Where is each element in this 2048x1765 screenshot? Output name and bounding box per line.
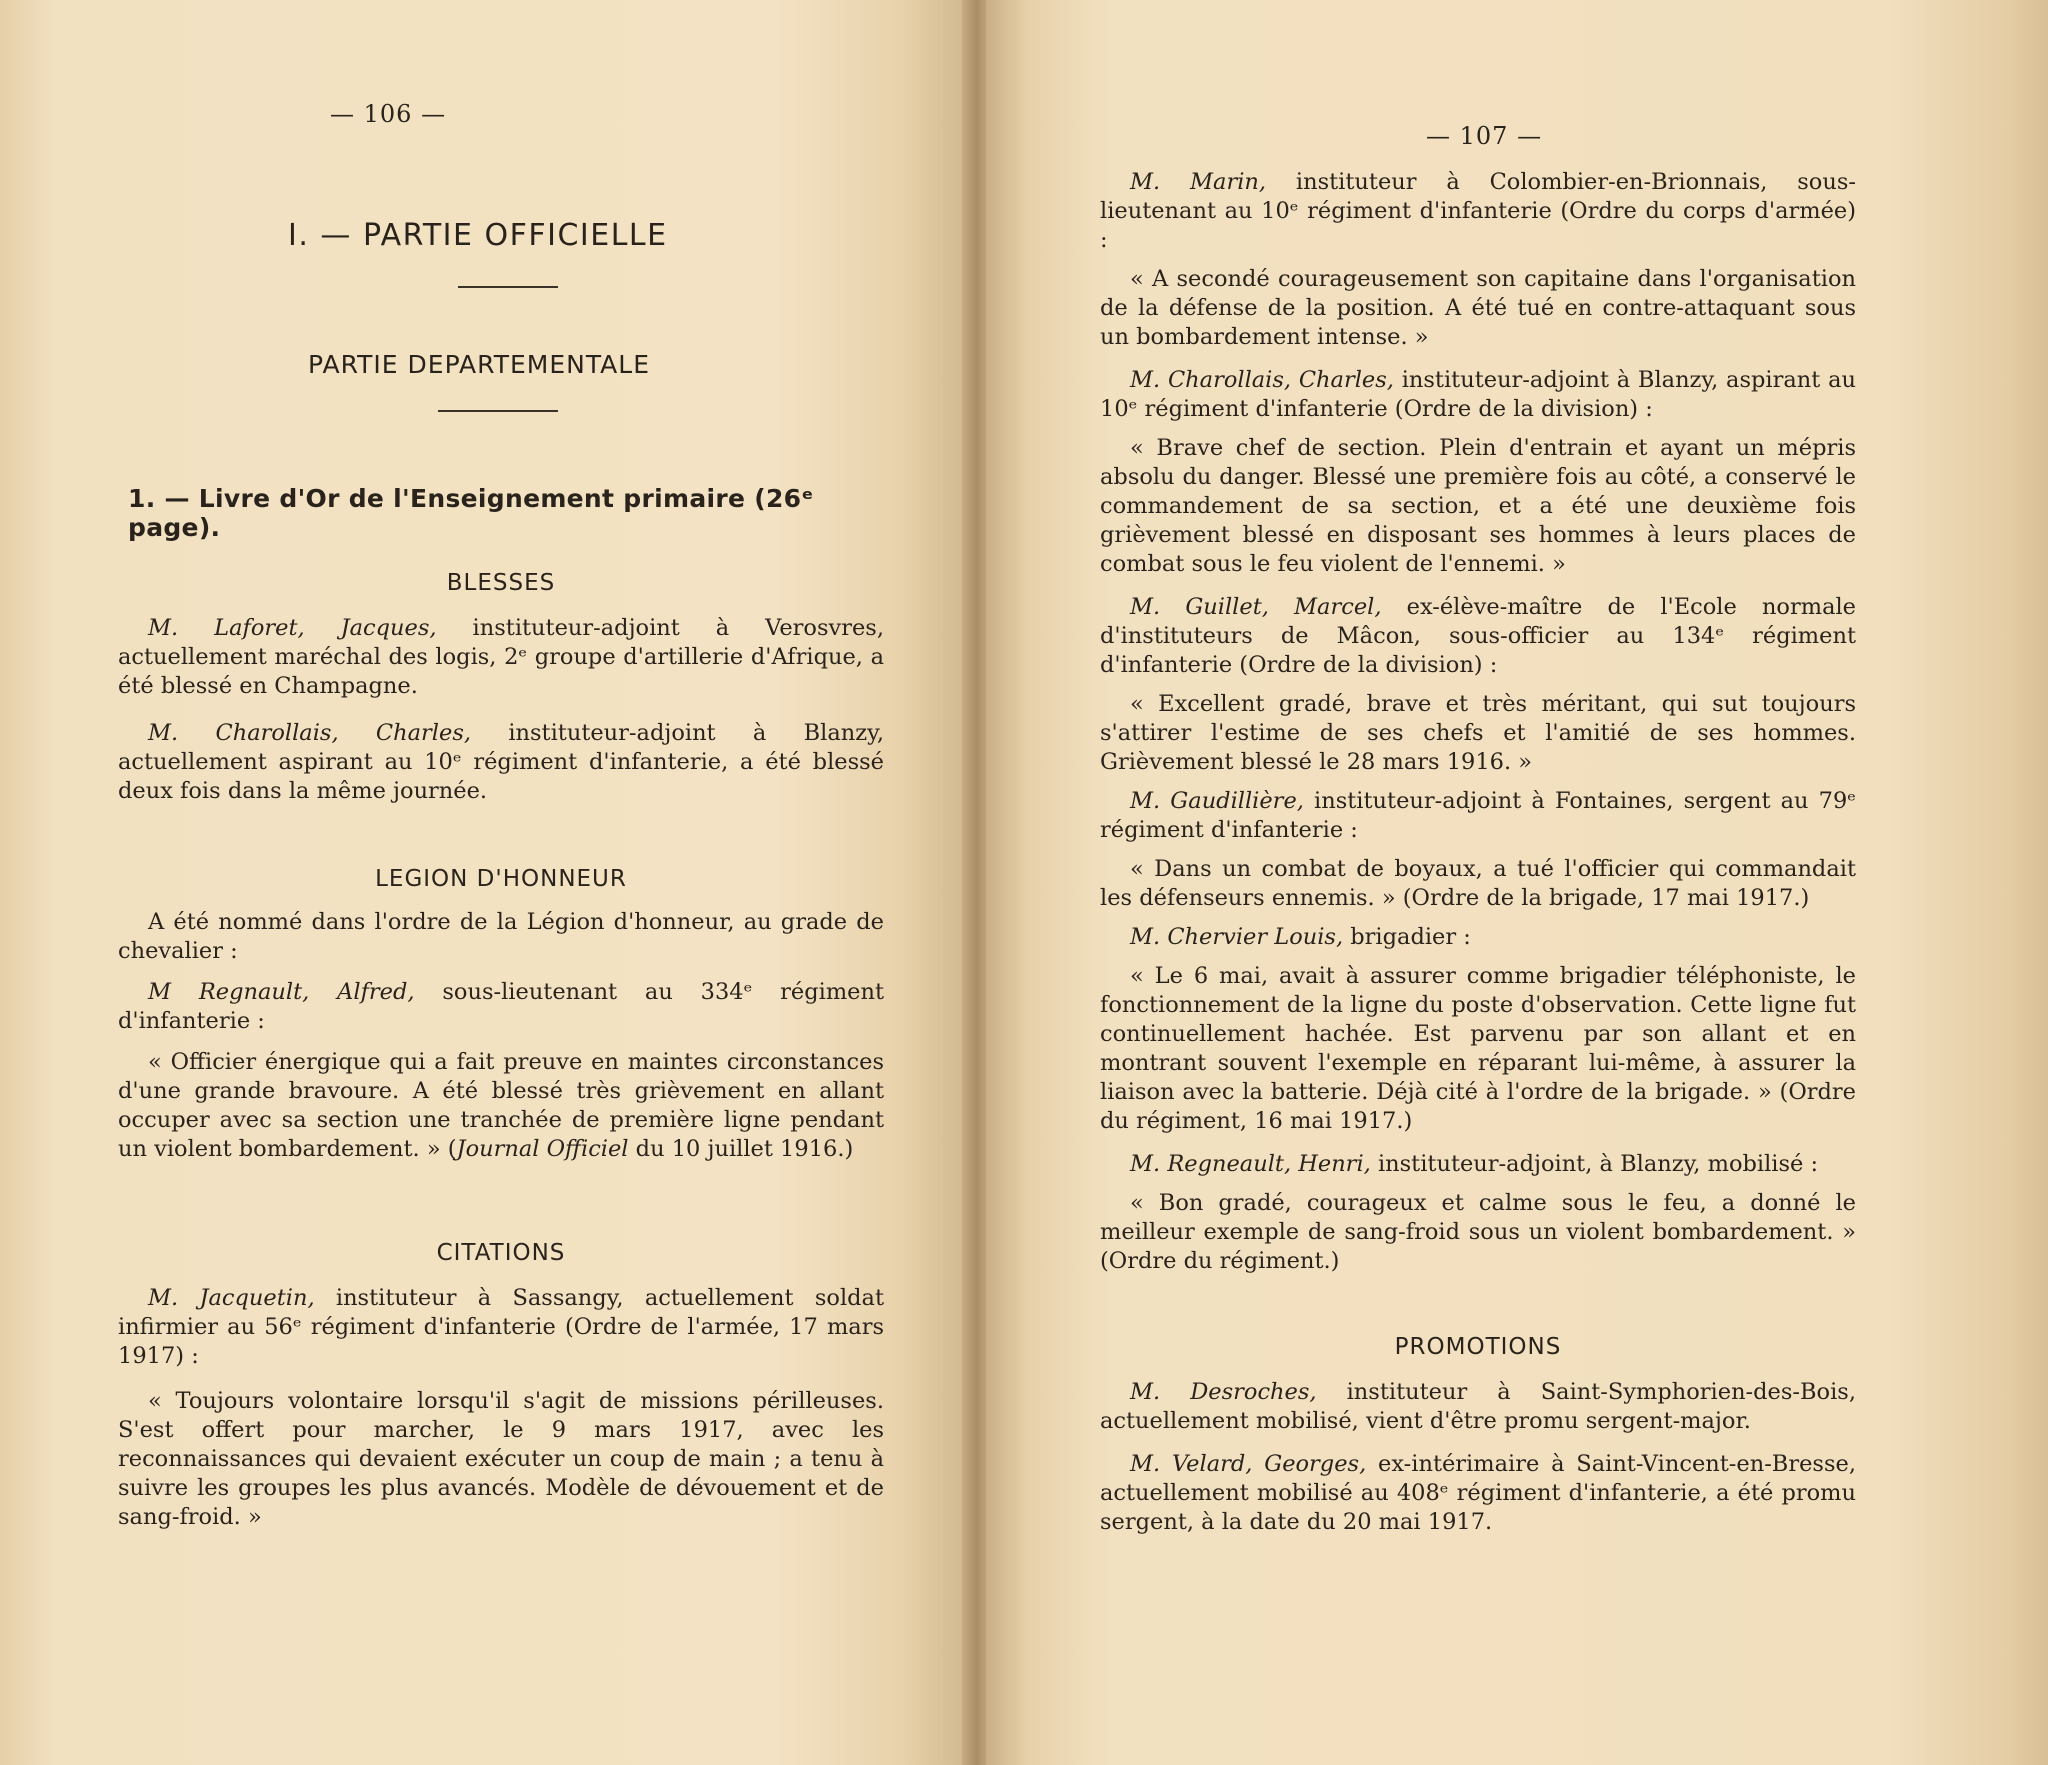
citation-quote: « Dans un combat de boyaux, a tué l'officier qui commandait les défenseurs ennemis. » (Ordre de la brigade, 17 mai 1917.) [1100, 856, 1856, 911]
citation-entries [1100, 168, 1856, 1276]
list-item [118, 1284, 884, 1371]
legion-section [118, 908, 884, 1164]
person-name: M. Velard, Georges, [1130, 1451, 1367, 1477]
heading-citations: CITATIONS [436, 1240, 566, 1266]
entry-text: instituteur à Saint-Symphorien-des-Bois, actuellement mobilisé, vient d'être promu sergent-major. [1100, 1379, 1856, 1434]
entry-text: instituteur-adjoint, à Blanzy, mobilisé : [1370, 1151, 1819, 1177]
person-name: M. Laforet, Jacques, [148, 615, 437, 641]
list-item [1100, 593, 1856, 680]
entry-text: instituteur-adjoint à Verosvres, actuellement maréchal des logis, 2ᵉ groupe d'artillerie d'Afrique, a été blessé en Champagne. [118, 615, 885, 699]
entry-text: sous-lieutenant au 334ᵉ régiment d'infanterie : [118, 979, 884, 1034]
page-number-right: — 107 — [1426, 122, 1543, 150]
citation-quote: « Le 6 mai, avait à assurer comme brigadier téléphoniste, le fonctionnement de la ligne du poste d'observation. Cette ligne fut continuellement hachée. Est parvenu par son allant et en montrant souvent l'exemple en réparant lui-même, à assurer la liaison avec la batterie. Déjà cité à l'ordre de la brigade. » (Ordre du régiment, 16 mai 1917.) [1100, 963, 1856, 1134]
entry-text: ex-intérimaire à Saint-Vincent-en-Bresse, actuellement mobilisé au 408ᵉ régiment d'infanterie, a été promu sergent, à la date du 20 mai 1917. [1100, 1451, 1856, 1535]
list-item [1100, 923, 1856, 952]
entry-text: instituteur-adjoint à Blanzy, actuellement aspirant au 10ᵉ régiment d'infanterie, a été blessé deux fois dans la même journée. [118, 720, 884, 804]
person-name: M. Charollais, Charles, [148, 720, 472, 746]
right-page [986, 0, 2048, 1765]
list-item [1100, 1450, 1856, 1537]
citation-quote: « Excellent gradé, brave et très méritant, qui sut toujours s'attirer l'estime de ses chefs et l'amitié de ses hommes. Grièvement blessé le 28 mars 1916. » [1100, 691, 1856, 775]
list-item [1100, 366, 1856, 424]
subtitle-rule [438, 410, 558, 412]
citation-quote: « A secondé courageusement son capitaine dans l'organisation de la défense de la position. A été tué en contre-attaquant sous un bombardement intense. » [1100, 266, 1856, 350]
list-item [1100, 1150, 1856, 1179]
journal-date: du 10 juillet 1916.) [628, 1136, 854, 1162]
quote-text: « Officier énergique qui a fait preuve en maintes circonstances d'une grande bravoure. A été blessé très grièvement en allant occuper avec sa section une tranchée de première ligne pendant un violent bombardement. » ( [118, 1049, 884, 1162]
heading-legion-honneur: LEGION D'HONNEUR [375, 866, 627, 892]
person-name: M. Gaudillière, [1130, 788, 1304, 814]
section-heading: 1. — Livre d'Or de l'Enseignement primaire (26ᵉ page). [128, 484, 814, 542]
list-item [1100, 787, 1856, 845]
citation-quote [118, 1048, 884, 1164]
page-number-left: — 106 — [330, 100, 447, 128]
person-name: M. Chervier Louis, [1130, 924, 1344, 950]
page-title: I. — PARTIE OFFICIELLE [288, 218, 668, 253]
citation-quote: « Brave chef de section. Plein d'entrain et ayant un mépris absolu du danger. Blessé une première fois au côté, a conservé le commandement de sa section, et a été une deuxième fois grièvement blessé en disposant ses hommes à leurs places de combat sous le feu violent de l'ennemi. » [1100, 435, 1856, 577]
blesses-list [118, 614, 884, 806]
promotions-list [1100, 1378, 1856, 1537]
section-subtitle: PARTIE DEPARTEMENTALE [308, 350, 650, 379]
list-item [118, 719, 884, 806]
citation-quote: « Bon gradé, courageux et calme sous le feu, a donné le meilleur exemple de sang-froid sous un violent bombardement. » (Ordre du régiment.) [1100, 1190, 1856, 1274]
list-item [1100, 168, 1856, 255]
person-name: M. Marin, [1130, 169, 1267, 195]
list-item [1100, 1378, 1856, 1436]
citation-quote: « Toujours volontaire lorsqu'il s'agit de missions périlleuses. S'est offert pour marcher, le 9 mars 1917, avec les reconnaissances qui devaient exécuter un coup de main ; a tenu à suivre les groupes les plus avancés. Modèle de dévouement et de sang-froid. » [118, 1388, 884, 1530]
title-rule [458, 286, 558, 288]
entry-text: instituteur-adjoint à Blanzy, aspirant au 10ᵉ régiment d'infanterie (Ordre de la division) : [1100, 367, 1856, 422]
list-item [118, 614, 884, 701]
left-page [0, 0, 970, 1765]
list-item [118, 978, 884, 1036]
person-name: M. Desroches, [1130, 1379, 1317, 1405]
person-name: M. Charollais, Charles, [1130, 367, 1394, 393]
journal-title: Journal Officiel [456, 1136, 629, 1162]
entry-text: ex-élève-maître de l'Ecole normale d'instituteurs de Mâcon, sous-officier au 134ᵉ régiment d'infanterie (Ordre de la division) : [1100, 594, 1856, 678]
entry-text: instituteur-adjoint à Fontaines, sergent au 79ᵉ régiment d'infanterie : [1100, 788, 1856, 843]
citations-section [118, 1284, 884, 1532]
person-name: M. Guillet, Marcel, [1130, 594, 1382, 620]
person-name: M Regnault, Alfred, [148, 979, 415, 1005]
entry-text: brigadier : [1343, 924, 1471, 950]
heading-promotions: PROMOTIONS [1394, 1334, 1562, 1360]
entry-text: instituteur à Sassangy, actuellement soldat infirmier au 56ᵉ régiment d'infanterie (Ordre de l'armée, 17 mars 1917) : [118, 1285, 884, 1369]
entry-text: instituteur à Colombier-en-Brionnais, sous-lieutenant au 10ᵉ régiment d'infanterie (Ordre du corps d'armée) : [1100, 169, 1856, 253]
person-name: M. Regneault, Henri, [1130, 1151, 1371, 1177]
legion-intro: A été nommé dans l'ordre de la Légion d'honneur, au grade de chevalier : [118, 909, 884, 964]
person-name: M. Jacquetin, [148, 1285, 315, 1311]
heading-blesses: BLESSES [446, 570, 556, 596]
